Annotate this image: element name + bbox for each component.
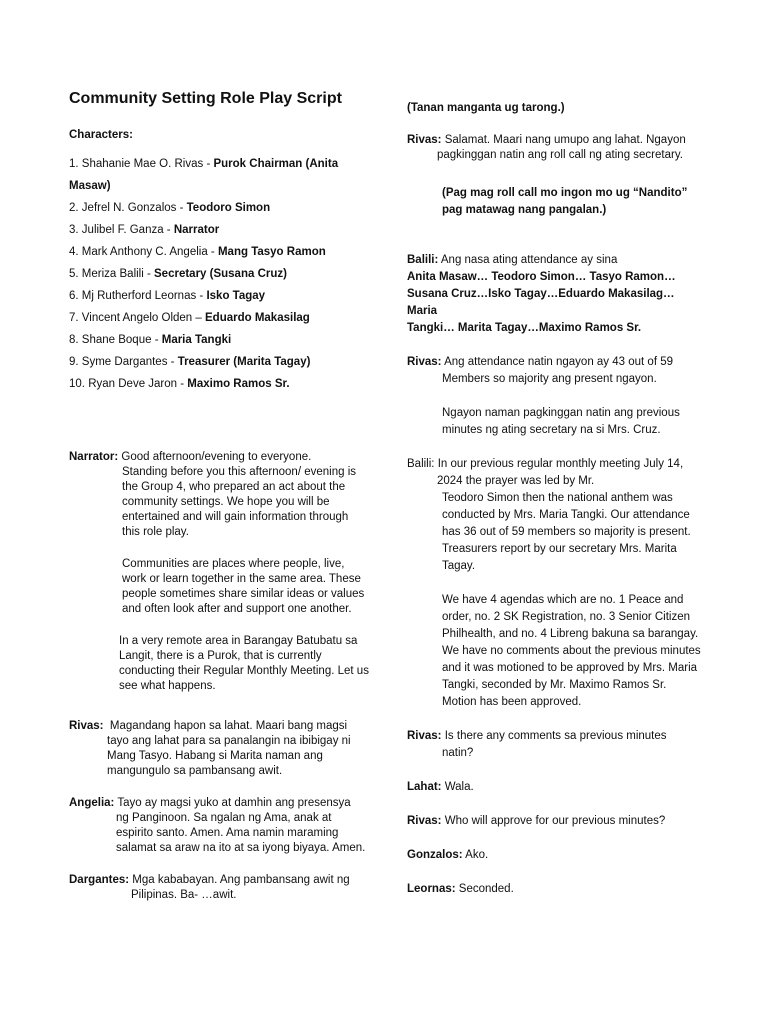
lahat-dialogue: Lahat: Wala. <box>407 781 474 793</box>
character-item: 1. Shahanie Mae O. Rivas - Purok Chairman (Anita Masaw) <box>69 158 339 192</box>
document-title: Community Setting Role Play Script <box>69 90 342 107</box>
speaker-name: Narrator: <box>69 451 119 463</box>
character-item: 9. Syme Dargantes - Treasurer (Marita Tagay) <box>69 356 311 368</box>
left-column <box>69 88 369 903</box>
rivas-dialogue: Rivas: Who will approve for our previous minutes? <box>407 815 666 827</box>
narrator-dialogue: Narrator: Good afternoon/evening to everyone. Standing before you this afternoon/ evening is the Group 4, who prepared an act about the community settings. We hope you will be entertained and will gain information through this role play. Communities are places where people, live, work or learn together in the same area. These people sometimes share similar ideas or values and often look after and support one another. In a very remote area in Barangay Batubatu sa Langit, there is a Purok, that is currently conducting their Regular Monthly Meeting. Let us see what happens. <box>69 451 369 692</box>
rivas-dialogue: Rivas: Salamat. Maari nang umupo ang lahat. Ngayon pagkinggan natin ang roll call ng ating secretary. <box>407 134 686 161</box>
character-item: 5. Meriza Balili - Secretary (Susana Cruz) <box>69 268 287 280</box>
stage-direction: (Pag mag roll call mo ingon mo ug “Nandito” pag matawag nang pangalan.) <box>442 187 688 216</box>
stage-direction: (Tanan manganta ug tarong.) <box>407 102 565 114</box>
rivas-dialogue: Rivas: Magandang hapon sa lahat. Maari bang magsi tayo ang lahat para sa panalangin na ibibigay ni Mang Tasyo. Habang si Marita naman ang mangungulo sa pambansang awit. <box>69 720 351 777</box>
rivas-dialogue: Rivas: Ang attendance natin ngayon ay 43 out of 59 Members so majority ang present ngayon. Ngayon naman pagkinggan natin ang previous minutes ng ating secretary na si Mrs. Cruz. <box>407 356 680 436</box>
character-item: 2. Jefrel N. Gonzalos - Teodoro Simon <box>69 202 271 214</box>
character-item: 8. Shane Boque - Maria Tangki <box>69 334 232 346</box>
dargantes-dialogue: Dargantes: Mga kababayan. Ang pambansang awit ng Pilipinas. Ba- …awit. <box>69 874 350 901</box>
leornas-dialogue: Leornas: Seconded. <box>407 883 514 895</box>
character-item: 10. Ryan Deve Jaron - Maximo Ramos Sr. <box>69 378 290 390</box>
angelia-dialogue: Angelia: Tayo ay magsi yuko at damhin ang presensya ng Panginoon. Sa ngalan ng Ama, anak at espirito santo. Amen. Ama namin maraming salamat sa araw na ito at sa iyong biyaya. Amen. <box>69 797 366 854</box>
character-list <box>69 153 369 395</box>
character-item: 7. Vincent Angelo Olden – Eduardo Makasilag <box>69 312 310 324</box>
balili-dialogue: Balili: In our previous regular monthly meeting July 14, 2024 the prayer was led by Mr. Teodoro Simon then the national anthem was conducted by Mrs. Maria Tangki. Our attendance has 36 out of 59 members so majority is present. Treasurers report by our secretary Mrs. Marita Tagay. We have 4 agendas which are no. 1 Peace and order, no. 2 SK Registration, no. 3 Senior Citizen Philhealth, and no. 4 Libreng bakuna sa barangay. We have no comments about the previous minutes and it was motioned to be approved by Mrs. Maria Tangki, seconded by Mr. Maximo Ramos Sr. Motion has been approved. <box>407 458 701 708</box>
right-column <box>407 101 702 898</box>
character-item: 4. Mark Anthony C. Angelia - Mang Tasyo Ramon <box>69 246 326 258</box>
character-item: 6. Mj Rutherford Leornas - Isko Tagay <box>69 290 266 302</box>
character-item: 3. Julibel F. Ganza - Narrator <box>69 224 220 236</box>
gonzalos-dialogue: Gonzalos: Ako. <box>407 849 489 861</box>
rivas-dialogue: Rivas: Is there any comments sa previous minutes natin? <box>407 730 667 759</box>
balili-dialogue: Balili: Ang nasa ating attendance ay sina Anita Masaw… Teodoro Simon… Tasyo Ramon… Susana Cruz…Isko Tagay…Eduardo Makasilag…Maria Tangki… Marita Tagay…Maximo Ramos Sr. <box>407 254 676 334</box>
characters-heading: Characters: <box>69 129 133 141</box>
